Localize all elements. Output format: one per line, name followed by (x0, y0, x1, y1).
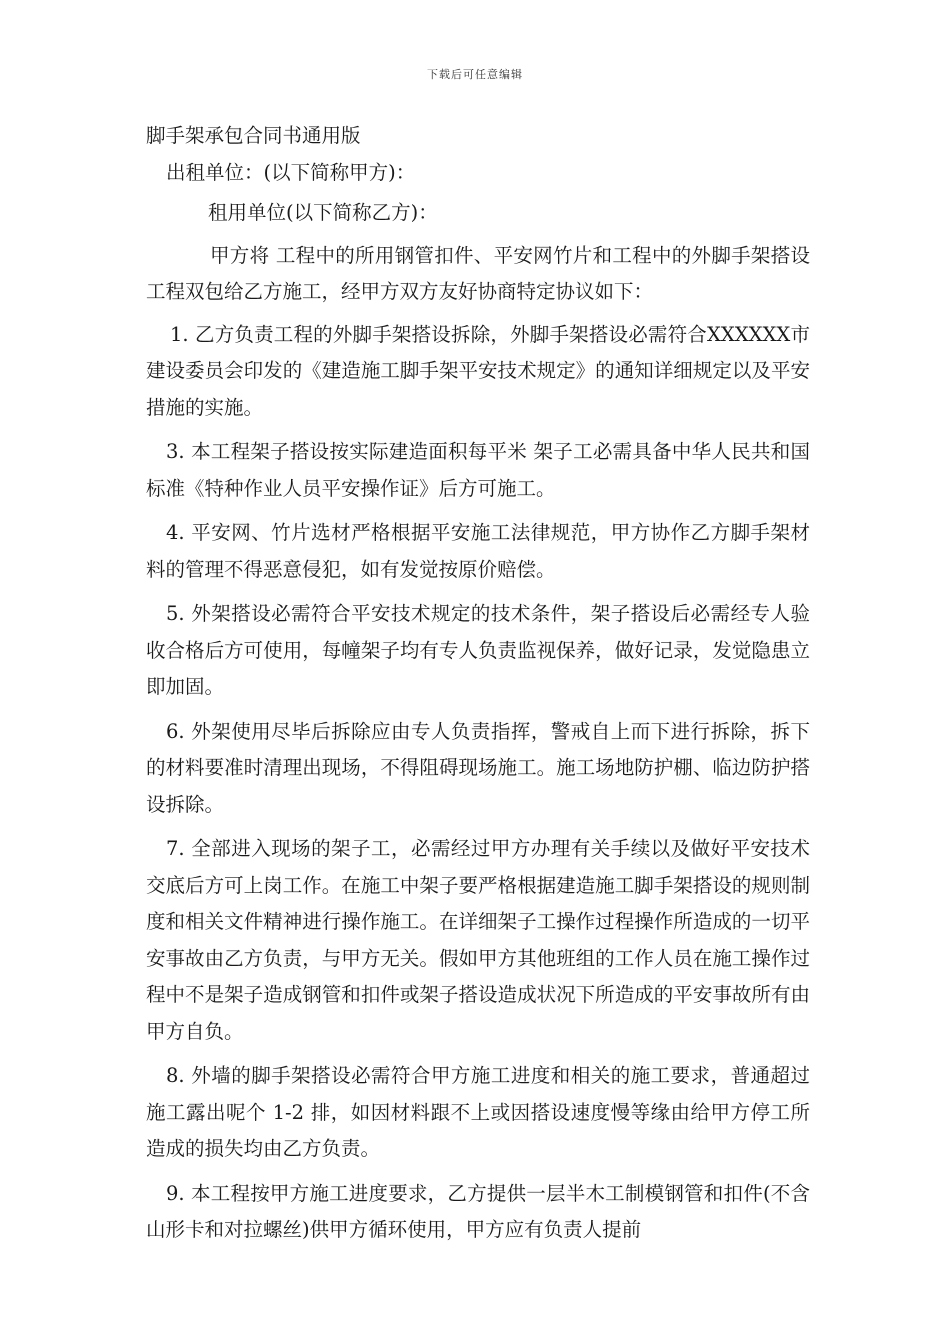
header-note: 下载后可任意编辑 (427, 68, 523, 81)
document-body (146, 118, 810, 1249)
lessor-line: 出租单位：(以下简称甲方)： (166, 160, 416, 184)
clause-6: 6. 外架使用尽毕后拆除应由专人负责指挥，警戒自上而下进行拆除，拆下的材料要准时清理出现场，不得阻碍现场施工。施工场地防护棚、临边防护搭设拆除。 (146, 719, 810, 816)
clause-7: 7. 全部进入现场的架子工，必需经过甲方办理有关手续以及做好平安技术交底后方可上岗工作。在施工中架子要严格根据建造施工脚手架搭设的规则制度和相关文件精神进行操作施工。在详细架子工操作过程操作所造成的一切平安事故由乙方负责，与甲方无关。假如甲方其他班组的工作人员在施工操作过程中不是架子造成钢管和扣件或架子搭设造成状况下所造成的平安事故所有由甲方自负。 (146, 837, 810, 1043)
clause-8: 8. 外墙的脚手架搭设必需符合甲方施工进度和相关的施工要求，普通超过施工露出呢个 1-2 排，如因材料跟不上或因搭设速度慢等缘由给甲方停工所造成的损失均由乙方负责。 (146, 1064, 810, 1160)
clause-1: 1. 乙方负责工程的外脚手架搭设拆除，外脚手架搭设必需符合XXXXXX市建设委员会印发的《建造施工脚手架平安技术规定》的通知详细规定以及平安措施的实施。 (146, 322, 810, 419)
lessee-line: 租用单位(以下简称乙方)： (208, 201, 438, 224)
document-title: 脚手架承包合同书通用版 (146, 124, 361, 147)
clause-9: 9. 本工程按甲方施工进度要求，乙方提供一层半木工制模钢管和扣件(不含山形卡和对拉螺丝)供甲方循环使用，甲方应有负责人提前 (146, 1181, 810, 1241)
clause-4: 4. 平安网、竹片选材严格根据平安施工法律规范，甲方协作乙方脚手架材料的管理不得恶意侵犯，如有发觉按原价赔偿。 (146, 521, 810, 581)
clause-3: 3. 本工程架子搭设按实际建造面积每平米 架子工必需具备中华人民共和国标准《特种作业人员平安操作证》后方可施工。 (146, 440, 810, 500)
clause-5: 5. 外架搭设必需符合平安技术规定的技术条件，架子搭设后必需经专人验收合格后方可使用，每幢架子均有专人负责监视保养，做好记录，发觉隐患立即加固。 (146, 602, 810, 698)
intro-paragraph: 甲方将 工程中的所用钢管扣件、平安网竹片和工程中的外脚手架搭设工程双包给乙方施工，经甲方双方友好协商特定协议如下： (146, 243, 810, 303)
